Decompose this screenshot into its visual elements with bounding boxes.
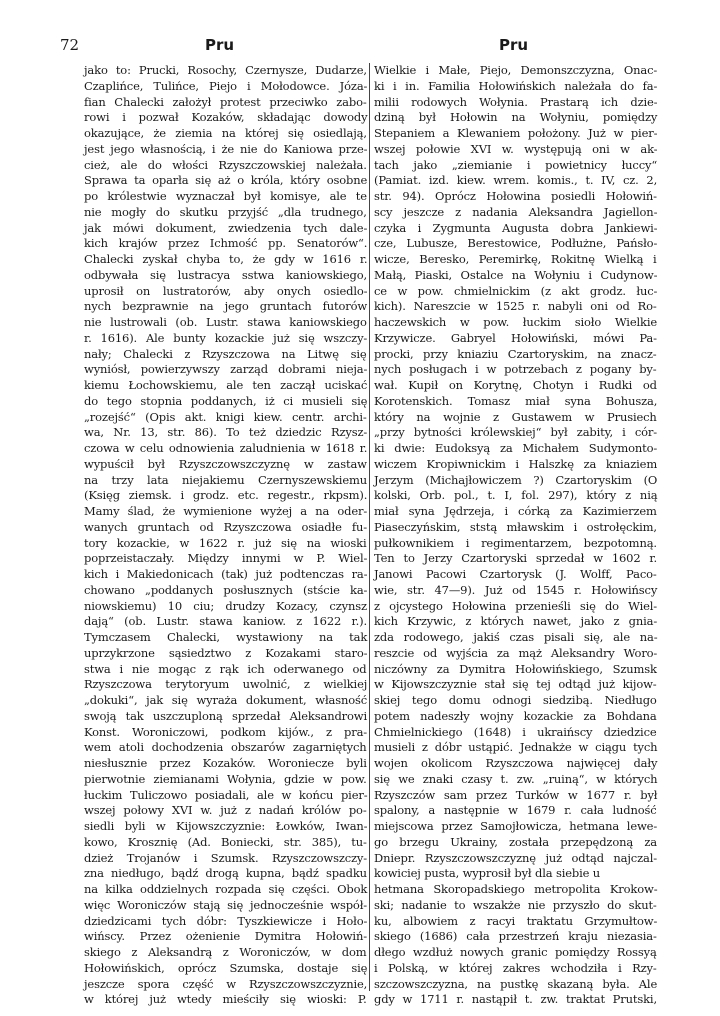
text-line: pierwotnie ziemianami Wołynia, gdzie w pow. xyxy=(84,771,367,786)
text-line: tach jako „ziemianie i powietnicy łuccy“ xyxy=(374,157,658,172)
text-line: pułkownikiem i regimentarzem, bezpotomną. xyxy=(374,535,657,550)
page-header xyxy=(0,36,720,58)
text-line: ku, albowiem z racyi traktatu Grzymułtow- xyxy=(374,913,658,928)
text-line: ski; nadanie to wszakże nie przyszło do skut- xyxy=(374,897,657,912)
text-line: str. 94). Oprócz Hołowina posiedli Hołowiń- xyxy=(374,189,657,203)
text-line: kich Krzywic, z których nawet, jako z gnia- xyxy=(374,614,658,629)
text-line: dają“ (ob. Lustr. stawa kaniow. z 1622 r.). xyxy=(84,614,367,629)
text-line: czyka i Zygmunta Augusta dobra Jankiewi- xyxy=(374,220,658,235)
text-line: w Kijowszczyznie stał się tej odtąd już kijow- xyxy=(374,677,657,692)
text-line: Rzyszczowa terytoryum uwolnić, z wielkiej xyxy=(84,677,368,692)
text-line: Sprawa ta oparła się aż o króla, który osobne xyxy=(84,173,368,188)
text-line: haczewskich w pow. łuckim sioło Wielkie xyxy=(374,315,658,329)
column-divider xyxy=(369,63,370,991)
text-line: Tymczasem Chalecki, wystawiony na tak xyxy=(84,630,368,644)
text-line: Wielkie i Małe, Piejo, Demonszczyzna, Onac- xyxy=(374,63,658,77)
text-line: skiego (1686) cała przestrzeń kraju niezasia- xyxy=(374,929,657,944)
text-line: wem atoli dochodzenia obszarów zagarniętych xyxy=(84,740,367,755)
text-line: wypuścił był Rzyszczowszczyznę w zastaw xyxy=(84,456,367,471)
text-line: więc Woroniczów stają się jednocześnie współ- xyxy=(84,897,368,912)
text-line: potem nadeszły wojny kozackie za Bohdana xyxy=(374,708,657,723)
text-line: tory kozackie, w 1622 r. już się na wioski xyxy=(84,535,367,550)
text-line: miał syna Jędrzeja, i córką za Kazimierzem xyxy=(374,504,657,518)
text-line: wanych gruntach od Rzyszczowa osiadłe fu- xyxy=(84,519,367,534)
text-line: jak mówi dokument, zwiedzenia tych dale- xyxy=(84,220,368,235)
text-line: wszej połowy XVI w. już z nadań królów po- xyxy=(84,803,367,818)
text-line: siedli byli w Kijowszczyznie: Łowków, Iwan- xyxy=(84,819,368,833)
text-line: skiej tego domu odnogi siedzibą. Niedługo xyxy=(374,693,657,707)
text-line: odbywała się lustracya sstwa kaniowskiego, xyxy=(84,267,367,282)
text-line: nych bezprawnie na jego gruntach futorów xyxy=(84,299,368,314)
text-line: wiczem Kropiwnickim i Halszkę za kniaziem xyxy=(374,456,658,471)
text-line: go brzegu Ukrainy, została przepędzoną za xyxy=(374,834,657,849)
text-line: uprosił on lustratorów, aby onych osiedlo- xyxy=(84,283,368,298)
text-line: Ten to Jerzy Czartoryski sprzedał w 1602 r. xyxy=(374,551,658,566)
running-head-left: Pru xyxy=(205,36,235,54)
text-line: Chmielnickiego (1648) i ukraińscy dziedzice xyxy=(374,724,657,739)
text-line: swoją tak uszczuploną sprzedał Aleksandrowi xyxy=(84,708,368,723)
text-line: nały; Chalecki z Rzyszczowa na Litwę się xyxy=(84,346,367,361)
text-line: z ojcystego Hołowina przenieśli się do Wiel- xyxy=(374,598,658,613)
text-line: Konst. Woroniczowi, podkom kijów., z pra- xyxy=(84,724,368,739)
text-line: kich krajów przez Ichmość pp. Senatorów“. xyxy=(84,236,368,251)
text-line: rowi i pozwał Kozaków, składając dowody xyxy=(84,110,368,125)
text-line: okazujące, że ziemia na której się osiedlają, xyxy=(84,126,367,140)
running-head-right: Pru xyxy=(499,36,529,54)
text-line: nie lustrowali (ob. Lustr. stawa kaniowskiego xyxy=(84,315,367,329)
text-line: (Pamiat. izd. kiew. wrem. komis., t. IV, cz. 2, xyxy=(374,173,658,188)
text-line: „rozejść“ (Opis akt. knigi kiew. centr. archi- xyxy=(84,409,367,424)
text-line: kich i Makiedonicach (tak) już podtenczas ra- xyxy=(84,567,368,581)
text-line: kolski, Orb. pol., t. I, fol. 297), który z nią xyxy=(374,488,658,503)
text-line: „przy bytności królewskiej“ był zabity, i cór- xyxy=(374,425,657,440)
text-line: Janowi Pacowi Czartorysk (J. Wolff, Paco- xyxy=(374,567,657,581)
text-line: Piaseczyńskim, ststą mławskim i ostrołęckim, xyxy=(374,519,657,534)
left-column xyxy=(84,63,368,1007)
text-line: kiemu Łochowskiemu, ale ten zaczął uciskać xyxy=(84,378,368,392)
text-line: nie mogły do skutku przyjść „dla trudnego, xyxy=(84,204,367,219)
text-line: r. 1616). Ale bunty kozackie już się wszczy- xyxy=(84,330,368,345)
text-line: skiego z Aleksandrą z Woroniczów, w dom xyxy=(84,945,367,959)
text-line: wicze, Bereskо, Peremirkę, Rokitnę Wielką i xyxy=(374,252,657,266)
text-line: czowa w celu odnowienia zaludnienia w 1618 r. xyxy=(84,441,368,455)
text-line: „dokuki“, jak się wyraża dokument, własność xyxy=(84,693,368,707)
text-line: stwa i nie mogąc z rąk ich oderwanego od xyxy=(84,661,367,676)
text-line: na kilka oddzielnych rozpada się części. Obok xyxy=(84,882,368,896)
text-line: (Księg ziemsk. i grodz. etc. regestr., rkpsm). xyxy=(84,488,368,503)
text-line: ki dwie: Eudoksyą za Michałem Sudymonto- xyxy=(374,441,658,455)
text-line: łuckim Tuliczowo posiadali, ale w końcu pier- xyxy=(84,787,368,802)
text-line: do tego stopnia poddanych, iż ci musieli się xyxy=(84,393,368,408)
text-line: dziną był Hołowin na Wołyniu, pomiędzy xyxy=(374,110,658,125)
text-line: dłego wzdłuż nowych granic pomiędzy Rossyą xyxy=(374,945,657,959)
text-line: ce w pow. chmielnickim (z akt grodz. łuc- xyxy=(374,283,658,298)
text-line: gdy w 1711 r. nastąpił t. zw. traktat Prutski, xyxy=(374,992,657,1007)
text-line: który na wojnie z Gustawem w Prusiech xyxy=(374,409,657,424)
text-line: się we znaki czasy t. zw. „ruiną“, w których xyxy=(374,771,658,786)
text-line: dziedzicami tych dóbr: Tyszkiewicze i Hoło- xyxy=(84,913,368,928)
text-line: kowo, Krosznię (Ad. Boniecki, str. 385), tu- xyxy=(84,834,367,849)
text-line: niesłusznie przez Kozaków. Woroniecze byli xyxy=(84,756,367,770)
text-line: scy jeszcze z nadania Aleksandra Jagiellon- xyxy=(374,204,658,219)
text-line: Chalecki zyskał chyba to, że gdy w 1616 r. xyxy=(84,252,368,266)
text-line: w której już wtedy mieściły się wioski: P. xyxy=(84,992,367,1007)
text-line: chowano „poddanych posłusznych (stście ka- xyxy=(84,582,368,597)
text-line: zna niedługo, bądź drogą kupna, bądź spadku xyxy=(84,866,367,881)
text-line: kowiciej pusta, wyprosił był dla siebie u xyxy=(374,866,601,881)
text-line: uprzykrzone sąsiedztwo z Kozakami staro- xyxy=(84,645,368,660)
text-line: niczówny za Dymitra Hołowińskiego, Szumsk xyxy=(374,661,657,676)
text-line: Dniepr. Rzyszczowszczyznę już odtąd najczal- xyxy=(374,850,657,865)
text-line: dzież Trojanów i Szumsk. Rzyszczowszczy- xyxy=(84,850,368,865)
text-line: milii rodowych Wołynia. Prastarą ich dzie- xyxy=(374,94,658,109)
text-line: reszcie od wyjścia za mąż Aleksandry Woro- xyxy=(374,645,658,660)
text-line: Korotenskich. Tomasz miał syna Bohusza, xyxy=(374,393,658,408)
text-line: ki i in. Familia Hołowińskich należała do fa- xyxy=(374,78,658,93)
text-line: wie, str. 47—9). Już od 1545 r. Hołowińscy xyxy=(374,582,658,597)
text-line: musieli z dóbr ustąpić. Jednakże w ciągu tych xyxy=(374,740,658,755)
text-line: Małą, Piaski, Ostalce na Wołyniu i Cudynow- xyxy=(374,267,658,282)
text-line: Jerzym (Michajłowiczem ?) Czartoryskim (O xyxy=(374,472,658,487)
text-line: cież, ale do włości Rzyszczowskiej należała. xyxy=(84,157,367,172)
text-line: i Polską, w której zakres wchodziła i Rzy- xyxy=(374,960,657,975)
text-line: wińscy. Przez ożenienie Dymitra Hołowiń- xyxy=(84,929,367,944)
text-line: poprzeistaczały. Między innymi w P. Wiel- xyxy=(84,551,368,566)
text-line: wojen okolicom Rzyszczowa najwięcej dały xyxy=(374,756,658,770)
text-line: kich). Nareszcie w 1525 r. nabyli oni od Ro- xyxy=(374,299,657,314)
text-line: Krzywicze. Gabryel Hołowiński, mówi Pa- xyxy=(374,330,657,345)
text-line: po królestwie wyznaczał był komisye, ale te xyxy=(84,189,367,203)
text-line: miejscowa przez Samojłowicza, hetmana lewe- xyxy=(374,819,658,833)
text-line: wa, Nr. 13, str. 86). To też dziedzic Rzysz- xyxy=(84,425,368,440)
text-line: Stepaniem a Klewaniem położony. Już w pier- xyxy=(374,126,658,140)
text-line: wszej połowie XVI w. występują oni w ak- xyxy=(374,141,658,156)
text-line: Rzyszczów sam przez Turków w 1677 r. był xyxy=(374,787,658,802)
page-number: 72 xyxy=(60,36,80,54)
text-line: jako to: Prucki, Rosochy, Czernysze, Dudarze, xyxy=(84,63,367,77)
text-line: cze, Lubusze, Berestowice, Podłużne, Pańsło- xyxy=(374,236,658,251)
text-line: spalony, a następnie w 1679 r. cała ludność xyxy=(374,803,657,818)
text-line: zda rodowego, jakiś czas pisali się, ale na- xyxy=(374,630,658,644)
text-line: Czaplińce, Tulińce, Piejo i Mołodowce. Józa- xyxy=(84,78,368,93)
text-line: niowskiemu) 10 ciu; drudzy Kozacy, czynsz xyxy=(84,598,367,613)
text-line: jest jego własnością, i że nie do Kaniowa prze- xyxy=(84,141,368,156)
text-line: hetmana Skoropadskiego metropolita Krokow- xyxy=(374,882,658,896)
text-line: szczowszczyzna, na pustkę skazaną była. Ale xyxy=(374,976,658,991)
text-line: wyniósł, powierzywszy zarząd dobrami nieja- xyxy=(84,362,368,377)
text-line: jeszcze spora część w Rzyszczowszczyznie, xyxy=(84,976,368,991)
text-line: wał. Kupił on Korytnę, Chotyn i Rudki od xyxy=(374,378,657,392)
text-line: na trzy lata niejakiemu Czernyszewskiemu xyxy=(84,472,367,487)
text-line: Hołowińskich, oprócz Szumska, dostaje się xyxy=(84,960,368,975)
text-line: nych posługach i w potrzebach z pogany by- xyxy=(374,362,657,377)
text-line: Mamy ślad, że wymienione wyżej a na oder- xyxy=(84,504,368,518)
text-line: fian Chalecki założył protest przeciwko zabo- xyxy=(84,94,367,109)
right-column xyxy=(374,63,658,1007)
text-line: procki, przy kniaziu Czartoryskim, na znacz- xyxy=(374,346,657,361)
